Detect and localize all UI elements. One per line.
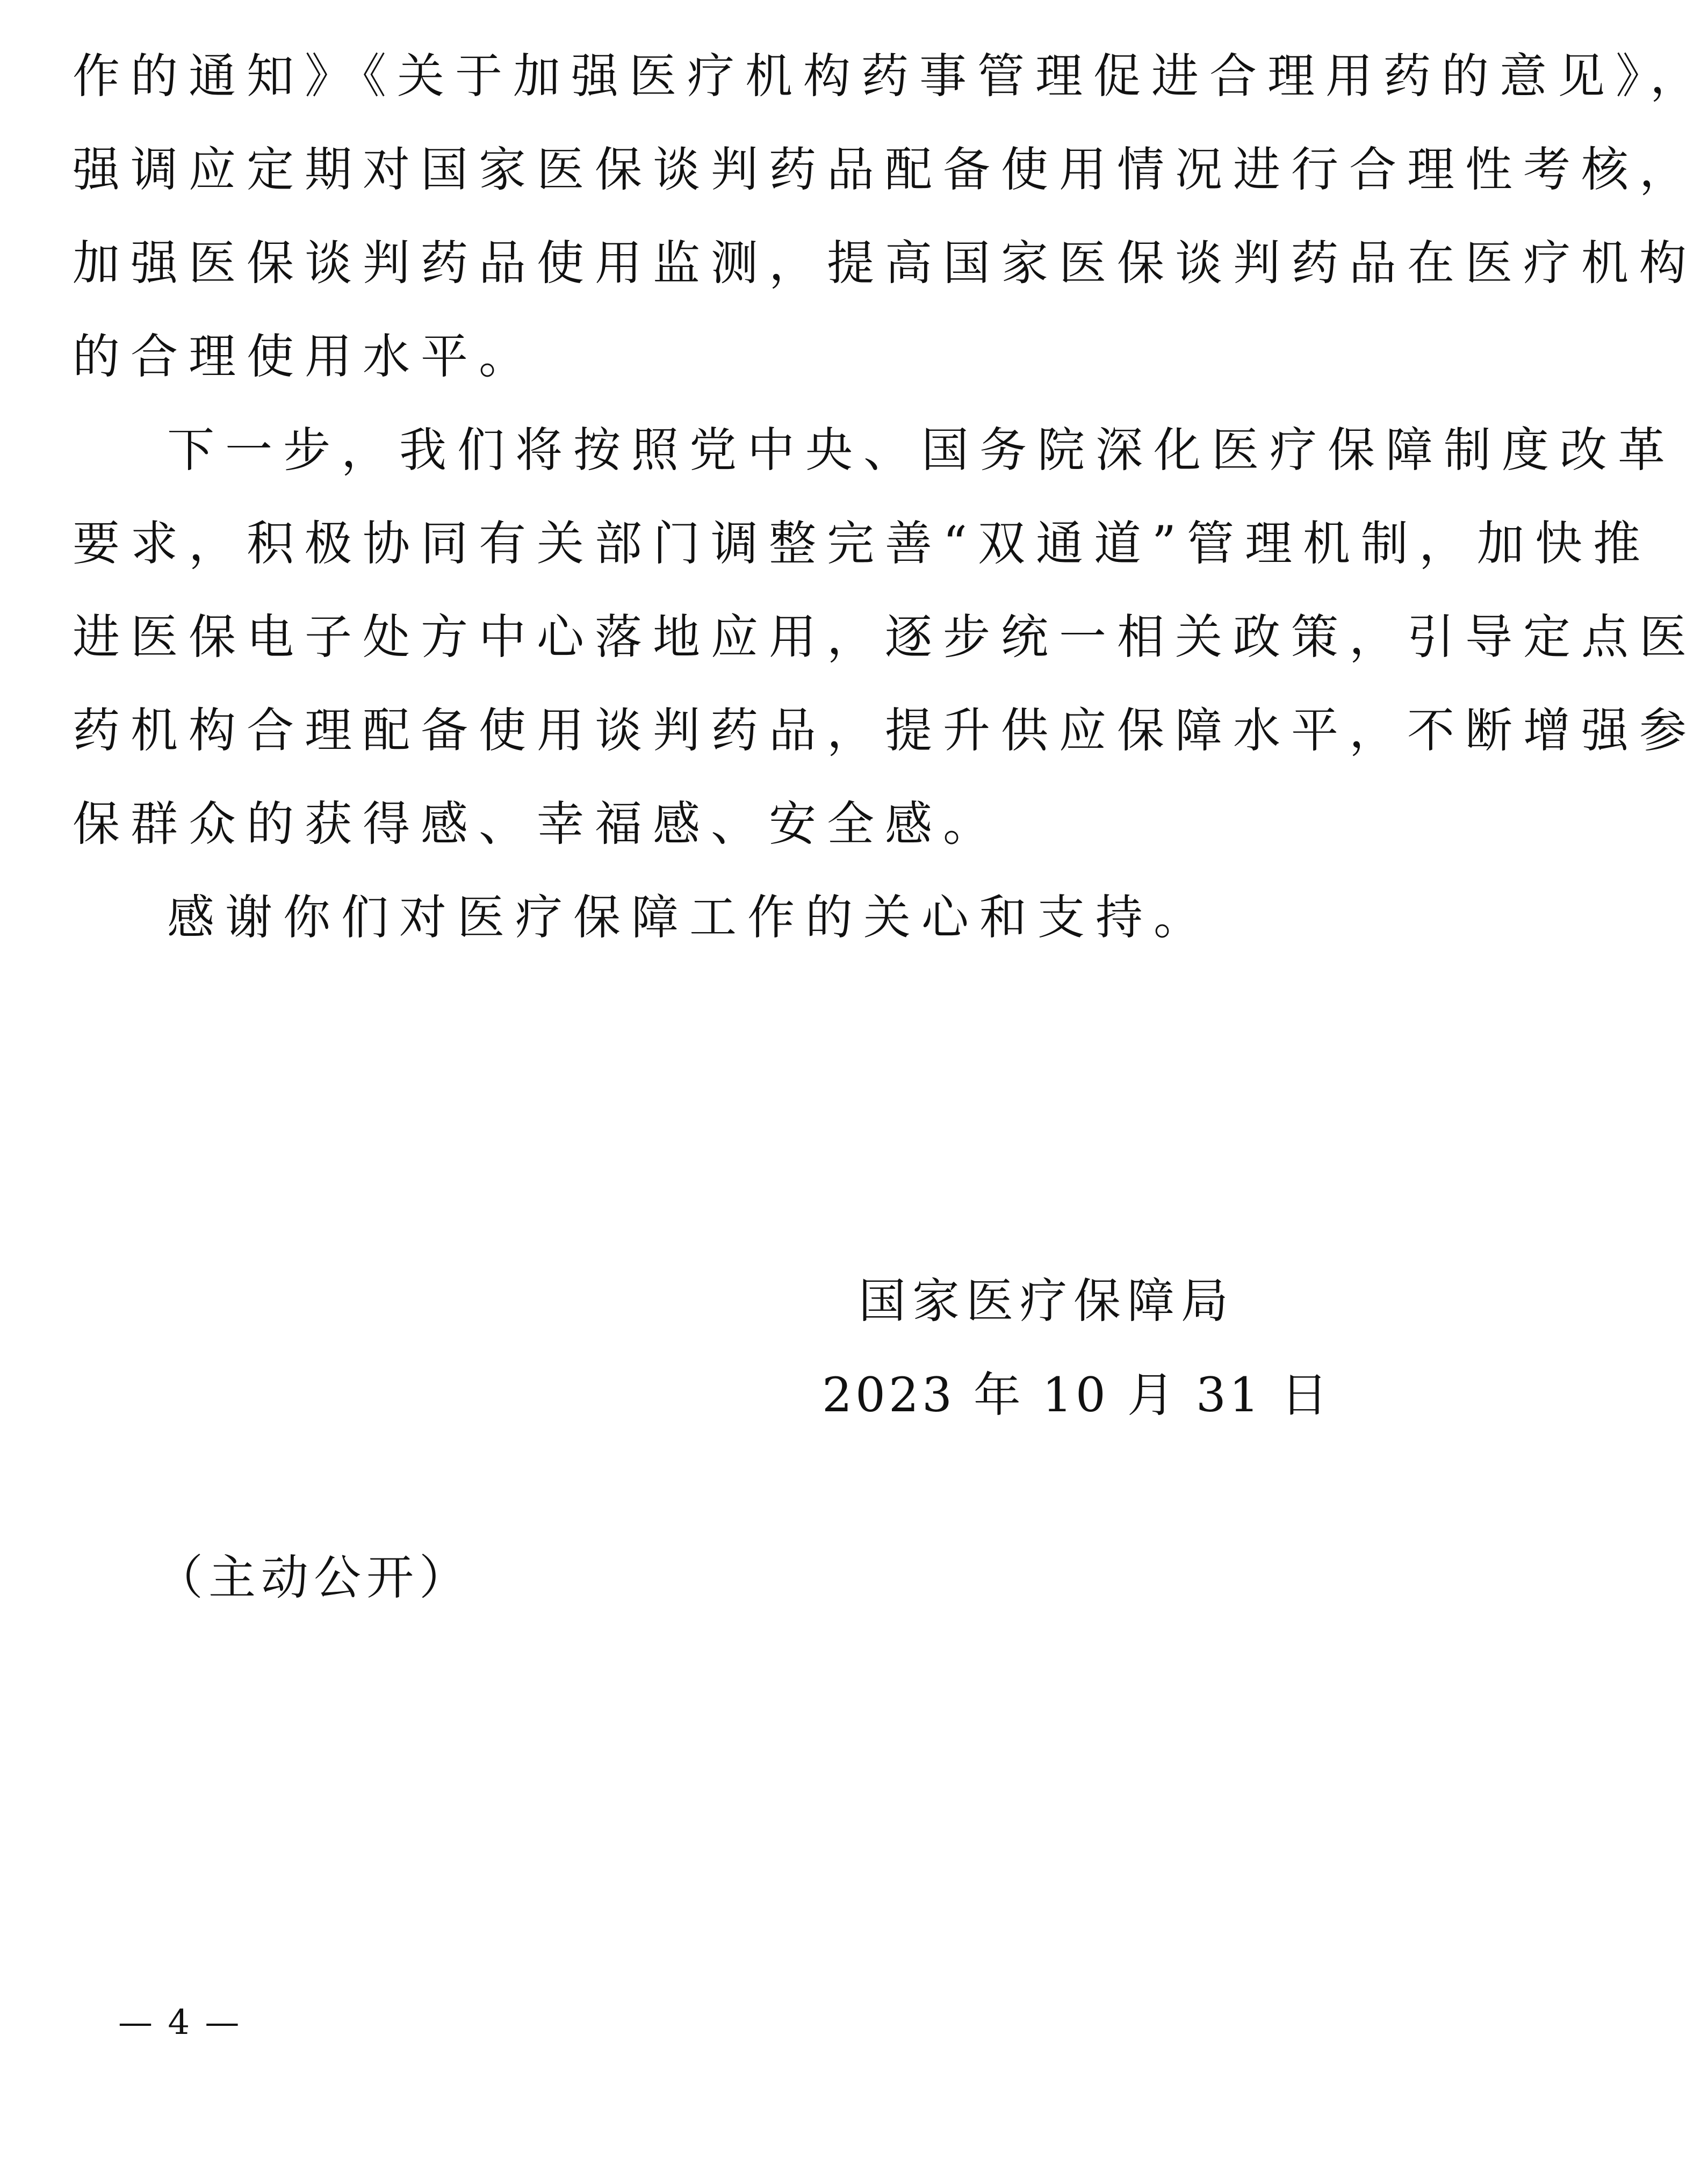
signature-date: 2023 年 10 月 31 日: [822, 1367, 1331, 1423]
body-line: 要求，积极协同有关部门调整完善“双通道”管理机制，加快推: [73, 516, 1651, 571]
body-line: 的合理使用水平。: [73, 329, 537, 384]
body-line: 保群众的获得感、幸福感、安全感。: [73, 796, 1001, 851]
body-line: 下一步，我们将按照党中央、国务院深化医疗保障制度改革: [167, 422, 1676, 478]
body-line: 强调应定期对国家医保谈判药品配备使用情况进行合理性考核，: [73, 142, 1698, 197]
body-line: 加强医保谈判药品使用监测，提高国家医保谈判药品在医疗机构: [73, 235, 1698, 291]
page-number: — 4 —: [118, 2003, 242, 2042]
body-line: 进医保电子处方中心落地应用，逐步统一相关政策，引导定点医: [73, 609, 1698, 665]
signature-organization: 国家医疗保障局: [859, 1273, 1235, 1329]
disclosure-notice: （主动公开）: [156, 1550, 472, 1605]
body-line: 感谢你们对医疗保障工作的关心和支持。: [167, 890, 1212, 945]
body-line: 药机构合理配备使用谈判药品，提升供应保障水平，不断增强参: [73, 703, 1698, 758]
body-line: 作的通知》《关于加强医疗机构药事管理促进合理用药的意见》，: [73, 48, 1708, 104]
letter-body: [73, 30, 1708, 964]
